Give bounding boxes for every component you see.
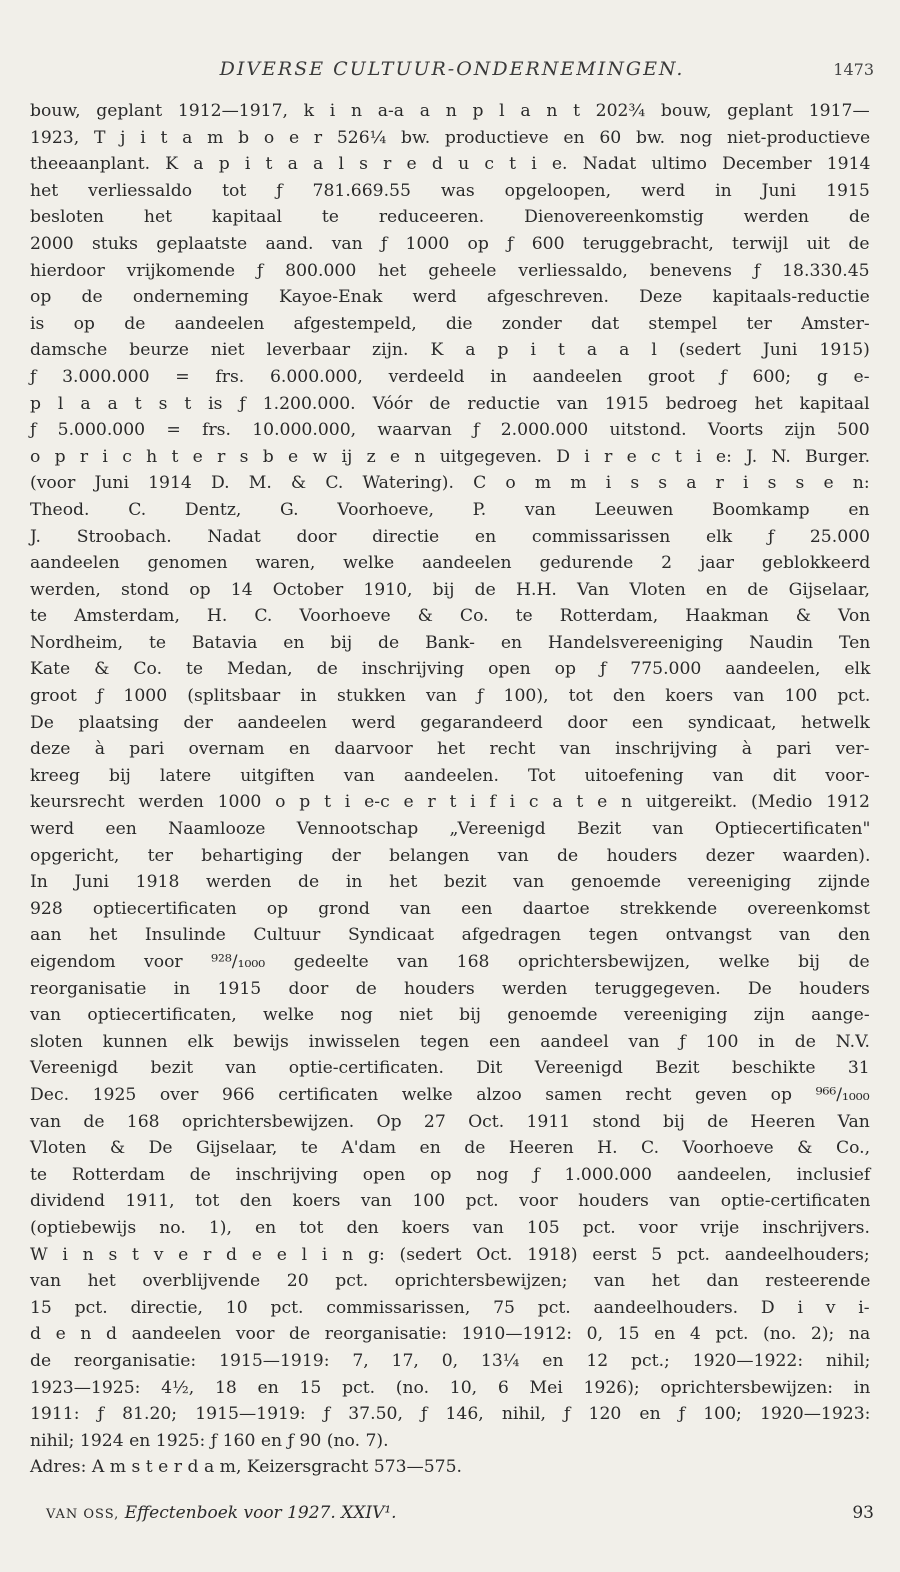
text-line: keursrecht werden 1000 o p t i e-c e r t i f i c a t e n uitgereikt. (Medio 1912 xyxy=(30,792,870,813)
footer-author: VAN OSS, xyxy=(46,1507,120,1522)
text-line: het verliessaldo tot ƒ 781.669.55 was opgeloopen, werd in Juni 1915 xyxy=(30,180,870,201)
text-line: besloten het kapitaal te reduceeren. Dienovereenkomstig werden de xyxy=(30,207,871,228)
text-line: De plaatsing der aandeelen werd gegarandeerd door een syndicaat, hetwelk xyxy=(30,712,870,733)
text-line: is op de aandeelen afgestempeld, die zonder dat stempel ter Amster- xyxy=(30,313,870,334)
text-line: 1923, T j i t a m b o e r 526¼ bw. productieve en 60 bw. nog niet-productieve xyxy=(30,127,871,148)
text-line: de reorganisatie: 1915—1919: 7, 17, 0, 13¼ en 12 pct.; 1920—1922: nihil; xyxy=(30,1350,871,1371)
running-title: DIVERSE CULTUUR-ONDERNEMINGEN. xyxy=(219,58,685,80)
text-line: eigendom voor ⁹²⁸/₁₀₀₀ gedeelte van 168 oprichtersbewijzen, welke bij de xyxy=(30,952,870,972)
running-header xyxy=(30,58,874,88)
text-line: 2000 stuks geplaatste aand. van ƒ 1000 op ƒ 600 teruggebracht, terwijl uit de xyxy=(30,233,870,254)
text-line: van optiecertificaten, welke nog niet bij genoemde vereeniging zijn aange- xyxy=(30,1005,870,1026)
text-line: van de 168 oprichtersbewijzen. Op 27 Oct. 1911 stond bij de Heeren Van xyxy=(30,1111,870,1132)
page-footer xyxy=(30,1503,874,1531)
text-line: (voor Juni 1914 D. M. & C. Watering). C o m m i s s a r i s s e n: xyxy=(30,473,870,494)
text-line: ƒ 3.000.000 = frs. 6.000.000, verdeeld in aandeelen groot ƒ 600; g e- xyxy=(30,366,870,387)
text-line: opgericht, ter behartiging der belangen van de houders dezer waarden). xyxy=(30,845,871,866)
footer-page-ref: 93 xyxy=(852,1503,874,1523)
footer-book-title: Effectenboek voor 1927. xyxy=(124,1503,336,1523)
text-line: ƒ 5.000.000 = frs. 10.000.000, waarvan ƒ 2.000.000 uitstond. Voorts zijn 500 xyxy=(30,420,870,441)
text-line: nihil; 1924 en 1925: ƒ 160 en ƒ 90 (no. 7). xyxy=(30,1430,389,1451)
text-line: van het overblijvende 20 pct. oprichtersbewijzen; van het dan resteerende xyxy=(30,1271,871,1292)
text-line: Theod. C. Dentz, G. Voorhoeve, P. van Leeuwen Boomkamp en xyxy=(30,499,870,520)
text-line: 1911: ƒ 81.20; 1915—1919: ƒ 37.50, ƒ 146, nihil, ƒ 120 en ƒ 100; 1920—1923: xyxy=(30,1404,871,1425)
text-line: Vloten & De Gijselaar, te A'dam en de Heeren H. C. Voorhoeve & Co., xyxy=(30,1138,871,1159)
text-line: deze à pari overnam en daarvoor het recht van inschrijving à pari ver- xyxy=(30,739,870,760)
footer-citation xyxy=(46,1503,397,1523)
text-line: dividend 1911, tot den koers van 100 pct. voor houders van optie-certificaten xyxy=(30,1191,871,1212)
text-line: Adres: A m s t e r d a m, Keizersgracht 573—575. xyxy=(30,1457,462,1478)
text-line: damsche beurze niet leverbaar zijn. K a p i t a a l (sedert Juni 1915) xyxy=(30,340,870,361)
text-line: Vereenigd bezit van optie-certificaten. Dit Vereenigd Bezit beschikte 31 xyxy=(30,1058,870,1079)
text-line: werd een Naamlooze Vennootschap „Vereenigd Bezit van Optiecertificaten" xyxy=(30,819,871,840)
text-line: werden, stond op 14 October 1910, bij de H.H. Van Vloten en de Gijselaar, xyxy=(30,579,870,600)
text-line: J. Stroobach. Nadat door directie en commissarissen elk ƒ 25.000 xyxy=(30,526,871,547)
text-line: groot ƒ 1000 (splitsbaar in stukken van ƒ 100), tot den koers van 100 pct. xyxy=(30,686,871,707)
text-line: Nordheim, te Batavia en bij de Bank- en Handelsvereeniging Naudin Ten xyxy=(30,632,871,653)
text-line: bouw, geplant 1912—1917, k i n a-a a n p l a n t 202¾ bouw, geplant 1917— xyxy=(30,101,870,121)
text-line: Dec. 1925 over 966 certificaten welke alzoo samen recht geven op ⁹⁶⁶/₁₀₀₀ xyxy=(30,1084,870,1105)
text-line: In Juni 1918 werden de in het bezit van genoemde vereeniging zijnde xyxy=(30,872,871,893)
text-line: kreeg bij latere uitgiften van aandeelen. Tot uitoefening van dit voor- xyxy=(30,765,870,786)
text-line: sloten kunnen elk bewijs inwisselen tegen een aandeel van ƒ 100 in de N.V. xyxy=(30,1031,870,1052)
text-line: aandeelen genomen waren, welke aandeelen gedurende 2 jaar geblokkeerd xyxy=(30,553,871,574)
text-line: p l a a t s t is ƒ 1.200.000. Vóór de reductie van 1915 bedroeg het kapitaal xyxy=(30,393,870,414)
footer-volume: XXIV¹. xyxy=(341,1503,397,1523)
text-line: te Amsterdam, H. C. Voorhoeve & Co. te Rotterdam, Haakman & Von xyxy=(30,606,871,627)
text-line: 15 pct. directie, 10 pct. commissarissen, 75 pct. aandeelhouders. D i v i- xyxy=(30,1297,870,1318)
text-line: 928 optiecertificaten op grond van een daartoe strekkende overeenkomst xyxy=(30,898,870,919)
text-line: hierdoor vrijkomende ƒ 800.000 het geheele verliessaldo, benevens ƒ 18.330.45 xyxy=(30,260,870,281)
text-line: theeaanplant. K a p i t a a l s r e d u c t i e. Nadat ultimo December 1914 xyxy=(30,154,871,175)
text-line: op de onderneming Kayoe-Enak werd afgeschreven. Deze kapitaals-reductie xyxy=(30,287,870,308)
text-line: d e n d aandeelen voor de reorganisatie: 1910—1912: 0, 15 en 4 pct. (no. 2); na xyxy=(30,1324,871,1345)
text-line: W i n s t v e r d e e l i n g: (sedert Oct. 1918) eerst 5 pct. aandeelhouders; xyxy=(30,1244,870,1265)
body-text xyxy=(30,98,870,1481)
text-line: (optiebewijs no. 1), en tot den koers van 105 pct. voor vrije inschrijvers. xyxy=(30,1217,870,1238)
text-line: Kate & Co. te Medan, de inschrijving open op ƒ 775.000 aandeelen, elk xyxy=(30,659,871,680)
text-line: aan het Insulinde Cultuur Syndicaat afgedragen tegen ontvangst van den xyxy=(30,925,871,946)
text-line: reorganisatie in 1915 door de houders werden teruggegeven. De houders xyxy=(30,978,870,999)
text-line: te Rotterdam de inschrijving open op nog ƒ 1.000.000 aandeelen, inclusief xyxy=(30,1164,871,1185)
text-line: o p r i c h t e r s b e w ij z e n uitgegeven. D i r e c t i e: J. N. Burger. xyxy=(30,446,871,467)
text-line: 1923—1925: 4½, 18 en 15 pct. (no. 10, 6 Mei 1926); oprichtersbewijzen: in xyxy=(30,1377,871,1398)
page-number: 1473 xyxy=(833,60,874,79)
